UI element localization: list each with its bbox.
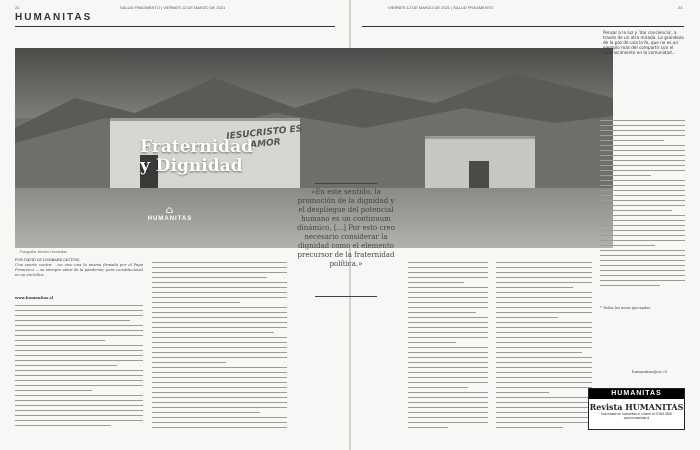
text-column-4 <box>408 262 488 435</box>
ad-title: Revista HUMANITAS <box>589 402 684 412</box>
right-date-line: VIERNES 12 DE MARZO DE 2021 | SALUD FRAGMENTO <box>388 5 494 10</box>
article-title <box>140 138 253 176</box>
title-line-1: Fraternidad <box>140 137 253 157</box>
section-heading: HUMANITAS <box>15 12 93 23</box>
article-lead: Una suerte contra- ...no vive una la misma firmada por el Papa Francisco — su siempre autor de la pandemia, para constitucional en su encíclica. <box>15 262 143 277</box>
humanitas-logo <box>135 205 205 222</box>
photo-credit: Fotografía: Archivo Humanitas <box>20 250 68 254</box>
text-column-3 <box>225 262 290 435</box>
logo-mark-icon: ⌂ <box>165 205 175 216</box>
pull-quote-rule-bottom <box>315 296 377 297</box>
pull-quote: «En este sentido, la promoción de la dignidad y el despliegue del potencial humano es un continuum dinámico, [...] Por esto creo necesario considerar la dignidad como el elemento precursor de la fraternidad política.» <box>296 188 396 268</box>
top-rule-right <box>362 26 684 27</box>
top-rule-left <box>15 26 335 27</box>
article-link: www.humanitas.cl <box>15 295 54 300</box>
photo-graffiti: JESUCRISTO ES AMOR <box>225 124 303 151</box>
left-date-line: SALUD FRAGMENTO | VIERNES 12 DE MARZO DE 2021 <box>120 5 226 10</box>
pull-quote-rule-top <box>315 183 377 184</box>
text-column-5 <box>496 262 592 435</box>
right-folio: 23 <box>678 5 683 10</box>
photo-caption: Pensar a la luz y 'dar conciencia', a través de un otra mirada. La grandeza de la paz de una la fe, que no es un ejemplo más del compartir con el reconocimiento en la comunidad... <box>603 30 684 55</box>
byline: POR DAVID LE LOMBARD (AUTOR) <box>15 258 80 262</box>
ad-header: HUMANITAS <box>589 389 684 399</box>
title-line-2: y Dignidad <box>140 156 243 176</box>
endnote: * Todas las notas ipecuadas <box>600 306 651 310</box>
logo-text: HUMANITAS <box>147 216 193 222</box>
subscription-ad <box>588 388 685 430</box>
left-folio: 22 <box>15 5 20 10</box>
contact-email: humanitas@uc.cl <box>632 369 667 374</box>
text-column-1 <box>15 305 143 435</box>
ad-line-2[interactable]: www.humanitas.cl <box>623 416 650 420</box>
ad-line-1: Suscríbase en humanitas.cl o llame al 22354 6500 <box>600 412 673 416</box>
text-column-6 <box>600 120 685 300</box>
